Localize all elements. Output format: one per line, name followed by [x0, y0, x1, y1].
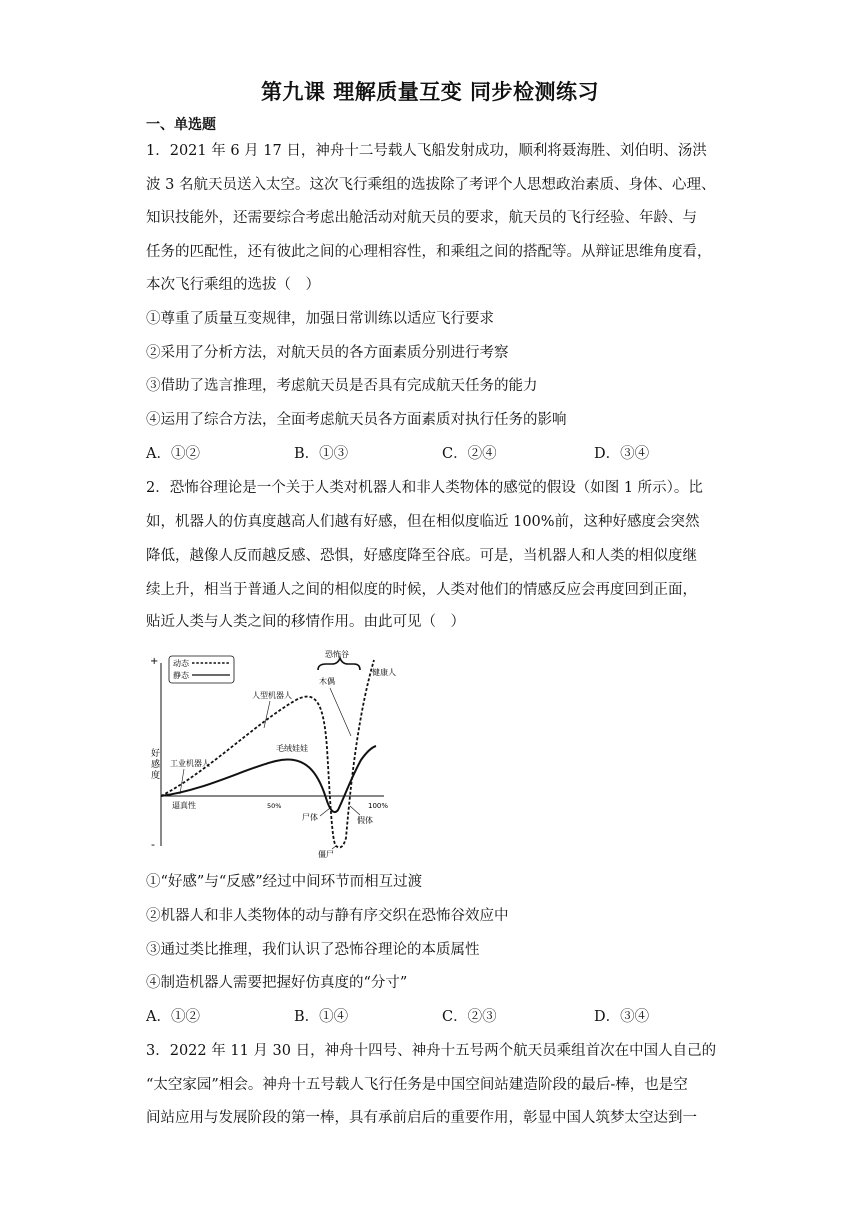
page-title: 第九课 理解质量互变 同步检测练习: [260, 80, 600, 104]
q3-line-1: 3．2022 年 11 月 30 日，神舟十四号、神舟十五号两个航天员乘组首次在中国人自己的: [146, 1043, 717, 1059]
q1-line-2: 波 3 名航天员送入太空。这次飞行乘组的选拔除了考评个人思想政治素质、身体、心理、: [146, 177, 716, 193]
q1-option-a[interactable]: A．①②: [146, 446, 200, 462]
q1-line-5: 本次飞行乘组的选拔（ ）: [146, 277, 320, 293]
q2-item-1: ①“好感”与“反感”经过中间环节而相互过渡: [146, 874, 423, 890]
legend-static-label: 静态: [173, 671, 189, 680]
pointer-prosthesis: [350, 806, 360, 815]
q2-item-4: ④制造机器人需要把握好仿真度的“分寸”: [146, 975, 408, 991]
q2-line-5: 贴近人类与人类之间的移情作用。由此可见（ ）: [146, 614, 465, 630]
q1-line-4: 任务的匹配性，还有彼此之间的心理相容性，和乘组之间的搭配等。从辩证思维角度看，: [146, 244, 712, 260]
valley-label: 恐怖谷: [325, 650, 349, 659]
pointer-corpse: [320, 808, 330, 816]
q1-option-d[interactable]: D．③④: [594, 446, 650, 462]
pointer-industrial-robot: [180, 769, 184, 794]
q1-option-b[interactable]: B．①③: [294, 446, 349, 462]
q2-option-a[interactable]: A．①②: [146, 1009, 200, 1025]
label-plush-doll: 毛绒娃娃: [276, 744, 308, 753]
section-heading: 一、单选题: [146, 117, 216, 133]
dynamic-curve: [161, 660, 374, 847]
q2-option-b[interactable]: B．①④: [294, 1009, 349, 1025]
q2-option-d[interactable]: D．③④: [594, 1009, 650, 1025]
q1-item-4: ④运用了综合方法，全面考虑航天员各方面素质对执行任务的影响: [146, 412, 567, 428]
q2-item-2: ②机器人和非人类物体的动与静有序交织在恐怖谷效应中: [146, 908, 509, 924]
q1-option-c[interactable]: C．②④: [442, 446, 497, 462]
uncanny-valley-figure: [146, 648, 406, 860]
q1-item-1: ①尊重了质量互变规律，加强日常训练以适应飞行要求: [146, 311, 494, 327]
q2-item-3: ③通过类比推理，我们认识了恐怖谷理论的本质属性: [146, 942, 480, 958]
label-zombie: 僵尸: [318, 850, 334, 859]
label-healthy-person: 健康人: [372, 668, 396, 677]
q2-line-2: 如，机器人的仿真度越高人们越有好感，但在相似度临近 100%前，这种好感度会突然: [146, 514, 700, 530]
label-puppet: 木偶: [319, 677, 335, 686]
x-tick-50: 50%: [267, 802, 282, 810]
pointer-humanoid-robot: [264, 701, 270, 728]
y-label-3: 度: [151, 771, 161, 781]
pointer-zombie: [332, 846, 336, 849]
label-prosthesis: 假体: [357, 816, 373, 825]
q2-line-4: 续上升，相当于普通人之间的相似度的时候，人类对他们的情感反应会再度回到正面，: [146, 582, 697, 598]
minus-sign: -: [151, 838, 155, 851]
q1-item-3: ③借助了选言推理，考虑航天员是否具有完成航天任务的能力: [146, 378, 538, 394]
q1-line-3: 知识技能外，还需要综合考虑出舱活动对航天员的要求，航天员的飞行经验、年龄、与: [146, 210, 697, 226]
legend-dynamic-label: 动态: [173, 659, 189, 668]
valley-brace: [318, 658, 360, 670]
x-tick-100: 100%: [368, 802, 389, 810]
y-label-1: 好: [151, 749, 161, 759]
q1-line-1: 1．2021 年 6 月 17 日，神舟十二号载人飞船发射成功，顺利将聂海胜、刘伯明、汤洪: [146, 143, 707, 159]
q2-line-3: 降低，越像人反而越反感、恐惧，好感度降至谷底。可是，当机器人和人类的相似度继: [146, 548, 697, 564]
plus-sign: +: [150, 656, 159, 667]
q2-line-1: 2．恐怖谷理论是一个关于人类对机器人和非人类物体的感觉的假设（如图 1 所示）。比: [146, 480, 703, 496]
q3-line-2: “太空家园”相会。神舟十五号载人飞行任务是中国空间站建造阶段的最后-棒，也是空: [146, 1077, 688, 1093]
label-corpse: 尸体: [302, 813, 318, 822]
q1-item-2: ②采用了分析方法，对航天员的各方面素质分别进行考察: [146, 345, 509, 361]
x-axis-label: 逼真性: [172, 801, 196, 810]
q2-option-c[interactable]: C．②③: [442, 1009, 497, 1025]
q3-line-3: 间站应用与发展阶段的第一棒，具有承前启后的重要作用，彰显中国人筑梦太空达到一: [146, 1110, 697, 1126]
y-label-2: 感: [151, 760, 161, 770]
pointer-puppet: [330, 688, 351, 736]
label-humanoid-robot: 人型机器人: [252, 691, 292, 700]
label-industrial-robot: 工业机器人: [170, 759, 210, 768]
